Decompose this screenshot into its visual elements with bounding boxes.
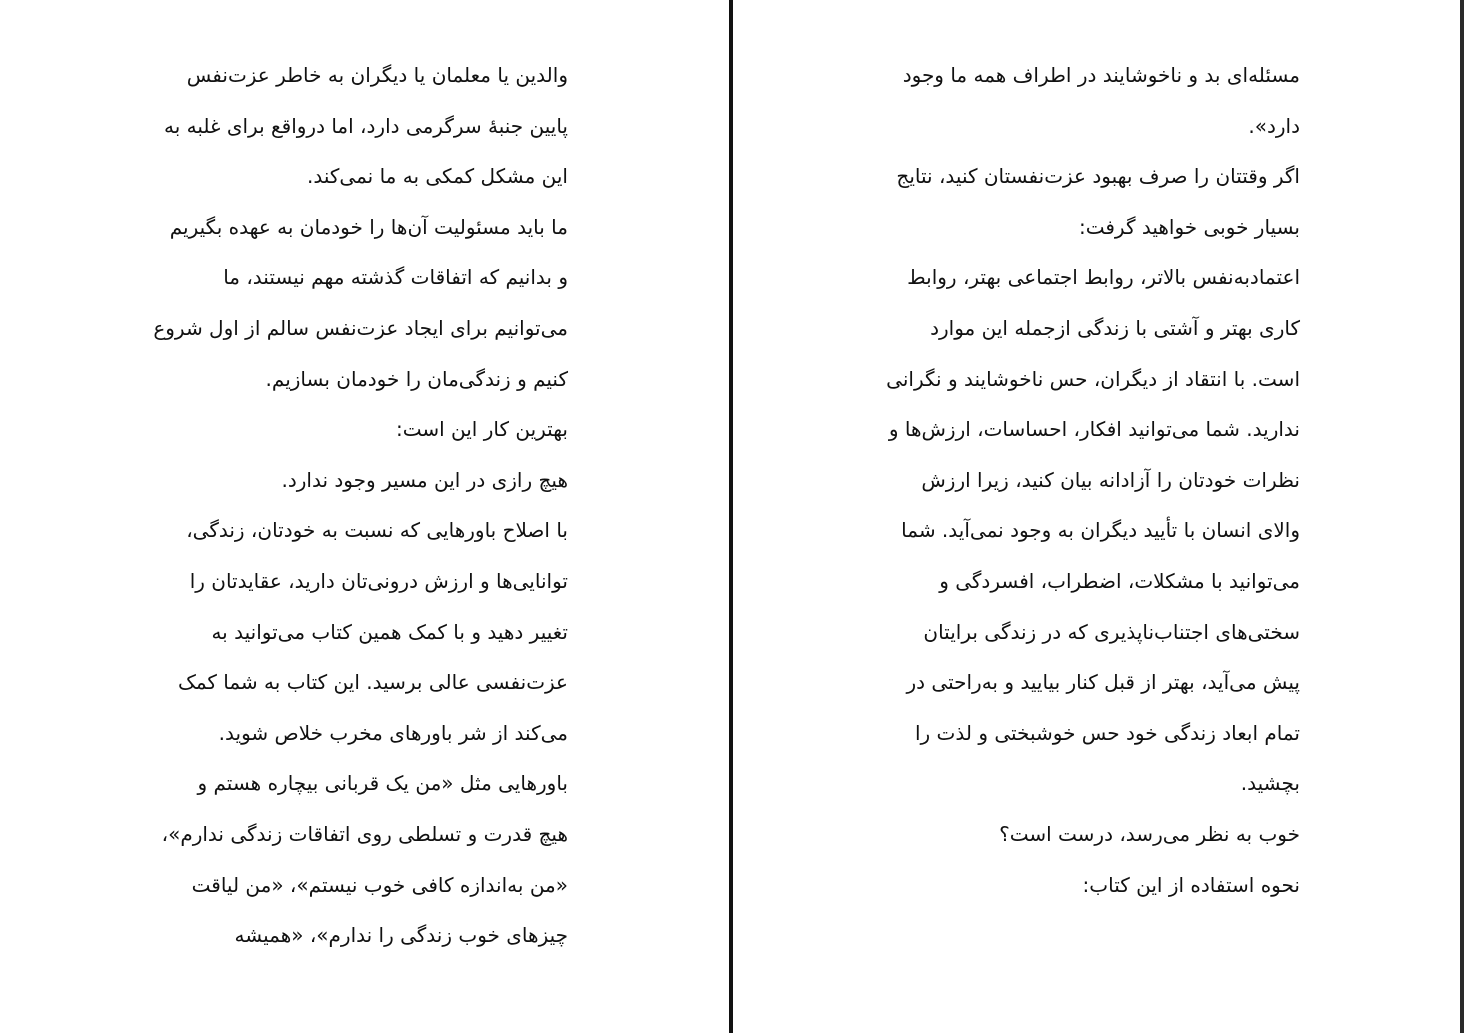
right-page-body — [880, 50, 1300, 910]
text-line: بچشید. — [1240, 771, 1300, 796]
right-page — [733, 0, 1460, 1033]
text-line: نحوه استفاده از این کتاب: — [1082, 872, 1300, 897]
text-line: هیچ رازی در این مسیر وجود ندارد. — [281, 467, 568, 492]
text-line: می‌توانیم برای ایجاد عزت‌نفس سالم از اول شروع — [153, 315, 568, 340]
text-line: با اصلاح باورهایی که نسبت به خودتان، زندگی، — [186, 518, 568, 543]
text-line: می‌توانید با مشکلات، اضطراب، افسردگی و — [939, 568, 1300, 593]
text-line: تمام ابعاد زندگی خود حس خوشبختی و لذت را — [914, 720, 1300, 745]
text-line: مسئله‌ای بد و ناخوشایند در اطراف همه ما وجود — [902, 63, 1300, 87]
text-line: والای انسان با تأیید دیگران به وجود نمی‌آید. شما — [901, 518, 1300, 543]
text-line: سختی‌های اجتناب‌ناپذیری که در زندگی برایتان — [923, 619, 1300, 644]
text-line: «من به‌اندازه کافی خوب نیستم»، «من لیاقت — [191, 872, 568, 897]
text-line: است. با انتقاد از دیگران، حس ناخوشایند و نگرانی — [886, 366, 1300, 391]
text-line: ما باید مسئولیت آن‌ها را خودمان به عهده بگیریم — [169, 214, 568, 239]
text-line: بسیار خوبی خواهید گرفت: — [1078, 214, 1300, 239]
page-edge-border — [1460, 0, 1464, 1033]
text-line: این مشکل کمکی به ما نمی‌کند. — [307, 164, 568, 189]
text-line: کاری بهتر و آشتی با زندگی ازجمله این موارد — [930, 315, 1300, 340]
text-line: می‌کند از شر باورهای مخرب خلاص شوید. — [218, 720, 568, 745]
text-line: خوب به نظر می‌رسد، درست است؟ — [999, 821, 1300, 846]
text-line: بهترین کار این است: — [395, 417, 568, 442]
text-line: هیچ قدرت و تسلطی روی اتفاقات زندگی ندارم»، — [161, 821, 568, 846]
text-line: تغییر دهید و با کمک همین کتاب می‌توانید به — [211, 619, 568, 644]
text-line: عزت‌نفسی عالی برسید. این کتاب به شما کمک — [177, 670, 568, 695]
text-line: پیش می‌آید، بهتر از قبل کنار بیایید و به‌راحتی در — [906, 670, 1300, 695]
left-page-body — [148, 50, 568, 961]
text-line: توانایی‌ها و ارزش درونی‌تان دارید، عقایدتان را — [189, 568, 568, 593]
text-line: اعتمادبه‌نفس بالاتر، روابط اجتماعی بهتر، روابط — [907, 265, 1300, 290]
text-line: اگر وقتتان را صرف بهبود عزت‌نفستان کنید، نتایج — [896, 164, 1300, 189]
text-line: چیزهای خوب زندگی را ندارم»، «همیشه — [234, 923, 568, 948]
left-page — [0, 0, 730, 1033]
text-line: و بدانیم که اتفاقات گذشته مهم نیستند، ما — [223, 265, 568, 290]
text-line: کنیم و زندگی‌مان را خودمان بسازیم. — [265, 366, 568, 391]
text-line: نظرات خودتان را آزادانه بیان کنید، زیرا ارزش — [921, 467, 1300, 492]
text-line: والدین یا معلمان یا دیگران به خاطر عزت‌نفس — [186, 63, 568, 87]
text-line: ندارید. شما می‌توانید افکار، احساسات، ارزش‌ها و — [888, 417, 1300, 442]
text-line: پایین جنبهٔ سرگرمی دارد، اما درواقع برای غلبه به — [163, 113, 568, 138]
text-line: دارد». — [1248, 113, 1300, 138]
text-line: باورهایی مثل «من یک قربانی بیچاره هستم و — [197, 771, 568, 796]
